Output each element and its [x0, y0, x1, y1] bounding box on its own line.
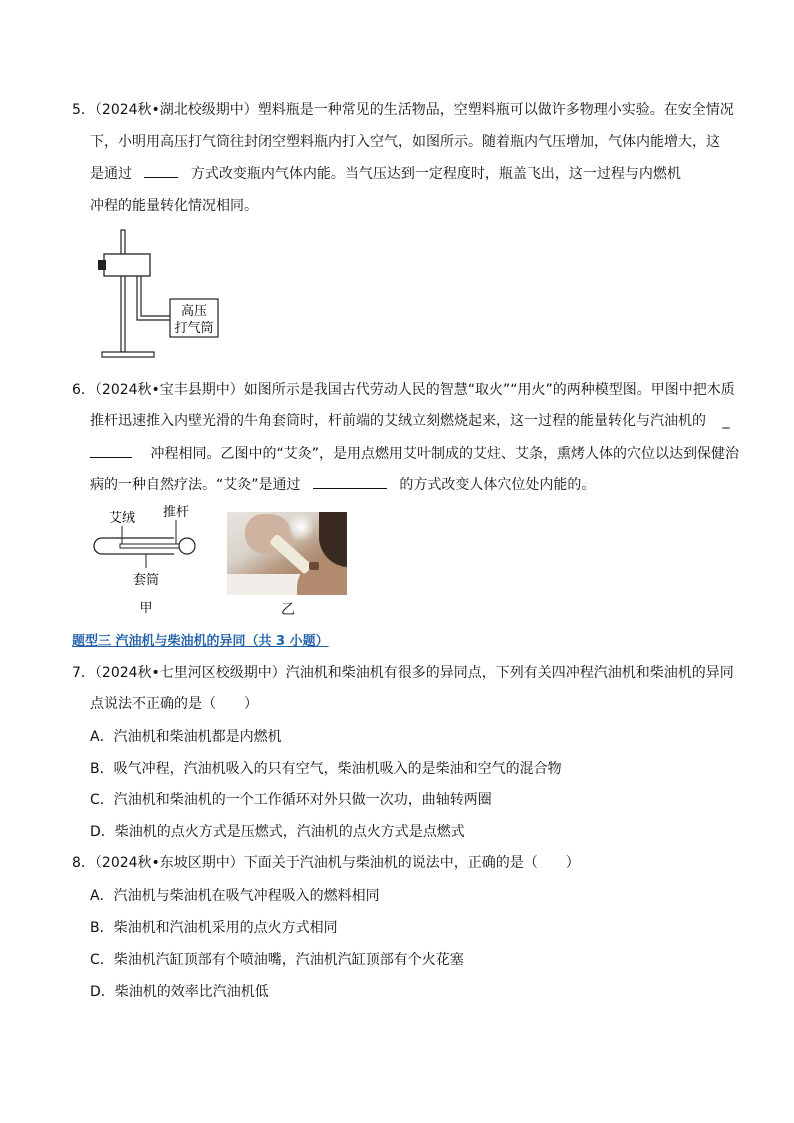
q7-option-c: C．汽油机和柴油机的一个工作循环对外只做一次功，曲轴转两圈: [90, 792, 492, 808]
q5-line-3-a: 是通过: [90, 166, 132, 182]
bottle-cap: [98, 260, 106, 270]
rod-knob: [179, 538, 195, 554]
caption-jia: 甲: [139, 601, 153, 616]
q6-line-4-b: 的方式改变人体穴位处内能的。: [399, 477, 596, 493]
bottle: [104, 254, 150, 276]
label-tuigan: 推杆: [162, 505, 190, 520]
q7-line-2: 点说法不正确的是（ ）: [90, 696, 258, 712]
q6-answer-blank-2[interactable]: [313, 474, 387, 489]
q6-line-2-b: _: [722, 413, 730, 429]
q8-option-d: D．柴油机的效率比汽油机低: [90, 984, 269, 1000]
q6-line-3-text: 冲程相同。乙图中的“艾灸”，是用点燃用艾叶制成的艾炷、艾条，熏烤人体的穴位以达到保健治: [150, 446, 739, 462]
q6-answer-blank-1[interactable]: [90, 443, 132, 458]
q6-line-1: 6．（2024秋•宝丰县期中）如图所示是我国古代劳动人民的智慧“取火”“用火”的两种模型图。甲图中把木质: [72, 382, 735, 398]
q6-line-3: [90, 443, 739, 464]
q5-line-1: 5．（2024秋•湖北校级期中）塑料瓶是一种常见的生活物品，空塑料瓶可以做许多物理小实验。在安全情况: [72, 102, 734, 118]
q6-figure-jia: [90, 502, 210, 620]
q5-line-2: 下，小明用高压打气筒往封闭空塑料瓶内打入空气，如图所示。随着瓶内气压增加，气体内能增大，这: [90, 134, 720, 150]
q8-option-b: B．柴油机和汽油机采用的点火方式相同: [90, 920, 338, 936]
pump-label-1: 高压: [180, 304, 208, 319]
pump-label-2: 打气筒: [174, 321, 214, 336]
q6-figure-yi-photo: [227, 512, 347, 595]
q6-line-2: [90, 411, 729, 431]
label-airong: 艾绒: [108, 511, 136, 526]
q6-line-4-a: 病的一种自然疗法。“艾灸”是通过: [90, 477, 301, 493]
stand-rod: [121, 230, 125, 352]
q6-line-2-a: 推杆迅速推入内壁光滑的牛角套筒时，杆前端的艾绒立刻燃烧起来，这一过程的能量转化与汽油机的: [90, 413, 706, 429]
q5-figure-bottle-pump: [90, 228, 225, 363]
q5-answer-blank-1[interactable]: [144, 163, 178, 178]
section-heading-3[interactable]: 题型三 汽油机与柴油机的异同（共 3 小题）: [72, 634, 329, 649]
q6-caption-yi: 乙: [281, 602, 295, 618]
q8-option-a: A．汽油机与柴油机在吸气冲程吸入的燃料相同: [90, 888, 380, 904]
q5-line-3: [90, 163, 681, 184]
label-taotong: 套筒: [132, 573, 160, 588]
q5-line-4: 冲程的能量转化情况相同。: [90, 198, 258, 214]
q7-line-1: 7．（2024秋•七里河区校级期中）汽油机和柴油机有很多的异同点，下列有关四冲程汽油机和柴油机的异同: [72, 665, 734, 681]
q7-option-d: D．柴油机的点火方式是压燃式，汽油机的点火方式是点燃式: [90, 824, 465, 840]
push-rod: [120, 544, 180, 548]
q8-line-1: 8．（2024秋•东坡区期中）下面关于汽油机与柴油机的说法中，正确的是（ ）: [72, 855, 580, 871]
q7-option-b: B．吸气冲程，汽油机吸入的只有空气，柴油机吸入的是柴油和空气的混合物: [90, 761, 562, 777]
q8-option-c: C．柴油机汽缸顶部有个喷油嘴，汽油机汽缸顶部有个火花塞: [90, 952, 464, 968]
air-tube: [137, 276, 170, 320]
q6-line-4: [90, 474, 595, 495]
stand-base: [102, 352, 154, 357]
q5-line-3-b: 方式改变瓶内气体内能。当气压达到一定程度时，瓶盖飞出，这一过程与内燃机: [190, 166, 681, 182]
q7-option-a: A．汽油机和柴油机都是内燃机: [90, 729, 282, 745]
